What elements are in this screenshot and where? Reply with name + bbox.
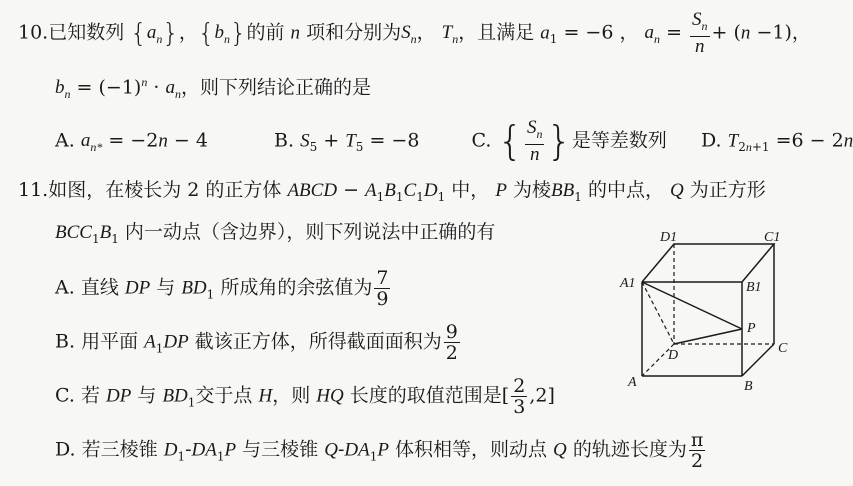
label-c: C	[778, 341, 788, 356]
label-b1: B1	[746, 280, 762, 295]
label-d: D	[668, 348, 679, 363]
q10-line2: $b_n = (-1)^n \cdot a_n$，则下列结论正确的是	[55, 75, 371, 102]
q11-optD: D. 若三棱锥 $D_1-DA_1P$ 与三棱锥 $Q-DA_1P$ 体积相等，则动点 Q 的轨迹长度为 $\frac{\pi}{2}$	[55, 429, 704, 472]
q11-optB: B. 用平面 $A_1DP$ 截该正方体，所得截面面积为 $\frac{9}{2}$	[55, 321, 458, 364]
hidden-edges	[642, 244, 774, 376]
q10-line1: 10.已知数列 $\{a_n\}$，$\{b_n\}$的前 n 项和分别为$S_n$， $T_n$，且满足 $a_1 = -6$ ， $a_n$ = $\frac{S_n}{n}$ + (n −1)，	[18, 9, 811, 57]
label-d1: D1	[660, 230, 678, 245]
q11-optC: C. 若 DP 与 $BD_1$交于点 H，则 HQ 长度的取值范围是[ $\frac{2}{3}$ ,2]	[55, 375, 555, 418]
label-a1: A1	[620, 276, 636, 291]
q11-line1: 11.如图，在棱长为 2 的正方体 ABCD − $A_1B_1C_1D_1$ 中， P 为棱$BB_1$ 的中点， Q 为正方形	[18, 179, 766, 204]
label-b: B	[744, 379, 753, 394]
label-c1: C1	[764, 230, 781, 245]
q10-options: A. $a_{n*} = -2n - 4$ B. $S_5 + T_5 = -8$ C. { $\frac{S_n}{n}$ }是等差数列 D. $T_{2n+1} =6 - 2n$	[55, 117, 853, 165]
cube-figure	[614, 226, 814, 396]
q11-optA: A. 直线 DP 与 $BD_1$ 所成角的余弦值为 $\frac{7}{9}$	[55, 267, 389, 310]
q11-line2: $BCC_1B_1$ 内一动点（含边界），则下列说法中正确的有	[55, 221, 496, 246]
label-a: A	[628, 375, 637, 390]
label-p: P	[747, 321, 756, 336]
